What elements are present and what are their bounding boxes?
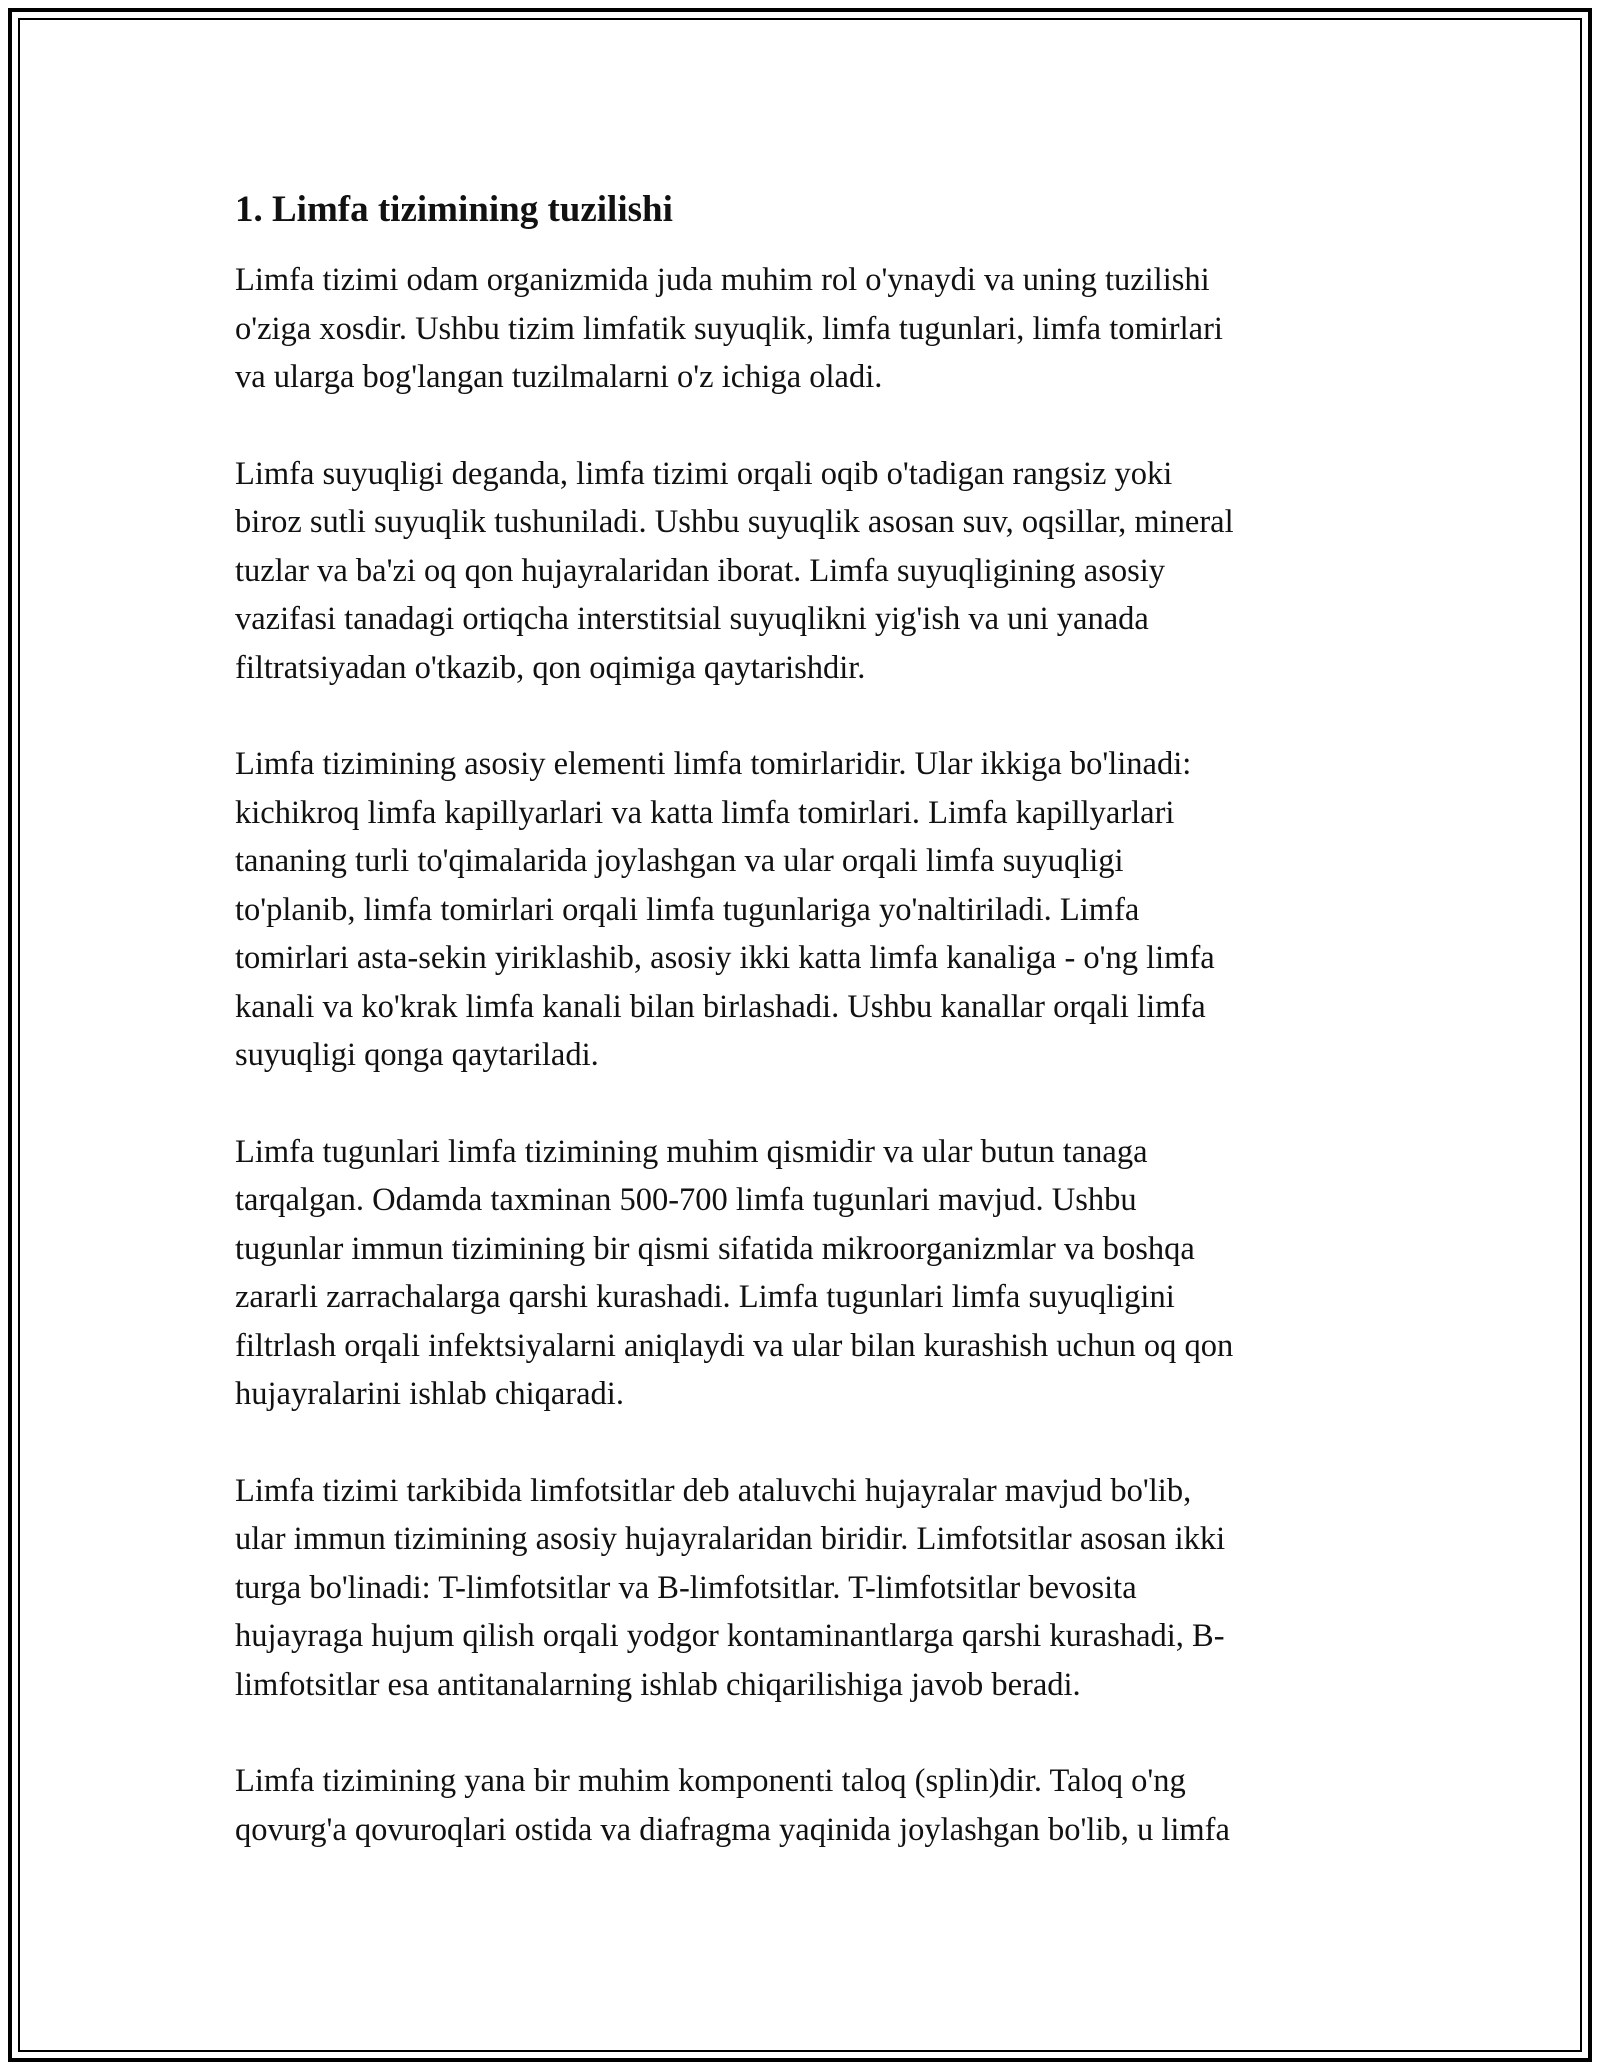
text-line: tananing turli to'qimalarida joylashgan va ular orqali limfa suyuqligi: [235, 843, 1124, 879]
paragraph-spleen: [235, 1757, 1365, 1854]
text-line: tomirlari asta-sekin yiriklashib, asosiy ikki katta limfa kanaliga - o'ng limfa: [235, 940, 1215, 976]
text-line: hujayraga hujum qilish orqali yodgor kontaminantlarga qarshi kurashadi, B-: [235, 1618, 1225, 1654]
text-line: limfotsitlar esa antitanalarning ishlab chiqarilishiga javob beradi.: [235, 1666, 1081, 1703]
paragraph-intro: [235, 256, 1365, 402]
text-line: biroz sutli suyuqlik tushuniladi. Ushbu suyuqlik asosan suv, oqsillar, mineral: [235, 504, 1234, 540]
text-line: Limfa tizimining asosiy elementi limfa tomirlaridir. Ular ikkiga bo'linadi:: [235, 746, 1192, 782]
text-line: Limfa tizimi odam organizmida juda muhim rol o'ynaydi va uning tuzilishi: [235, 262, 1210, 298]
text-line: ular immun tizimining asosiy hujayralaridan biridir. Limfotsitlar asosan ikki: [235, 1521, 1226, 1557]
paragraph-lymph-fluid: [235, 450, 1365, 693]
text-line: Limfa tizimining yana bir muhim komponenti taloq (splin)dir. Taloq o'ng: [235, 1763, 1186, 1799]
paragraph-lymph-vessels: [235, 740, 1365, 1080]
text-line: hujayralarini ishlab chiqaradi.: [235, 1376, 624, 1412]
text-line: qovurg'a qovuroqlari ostida va diafragma yaqinida joylashgan bo'lib, u limfa: [235, 1811, 1230, 1848]
text-line: filtrlash orqali infektsiyalarni aniqlaydi va ular bilan kurashish uchun oq qon: [235, 1327, 1234, 1364]
text-line: tarqalgan. Odamda taxminan 500-700 limfa tugunlari mavjud. Ushbu: [235, 1182, 1137, 1218]
text-line: filtratsiyadan o'tkazib, qon oqimiga qaytarishdir.: [235, 649, 866, 686]
text-line: kichikroq limfa kapillyarlari va katta limfa tomirlari. Limfa kapillyarlari: [235, 794, 1175, 831]
text-line: Limfa suyuqligi deganda, limfa tizimi orqali oqib o'tadigan rangsiz yoki: [235, 455, 1173, 492]
text-line: Limfa tugunlari limfa tizimining muhim qismidir va ular butun tanaga: [235, 1133, 1148, 1170]
text-line: kanali va ko'krak limfa kanali bilan birlashadi. Ushbu kanallar orqali limfa: [235, 988, 1206, 1025]
paragraph-lymph-nodes: [235, 1128, 1365, 1419]
text-line: turga bo'linadi: T-limfotsitlar va B-limfotsitlar. T-limfotsitlar bevosita: [235, 1569, 1137, 1606]
text-line: Limfa tizimi tarkibida limfotsitlar deb ataluvchi hujayralar mavjud bo'lib,: [235, 1472, 1192, 1509]
text-line: va ularga bog'langan tuzilmalarni o'z ichiga oladi.: [235, 359, 883, 395]
document-body: [235, 186, 1365, 1902]
text-line: vazifasi tanadagi ortiqcha interstitsial suyuqlikni yig'ish va uni yanada: [235, 601, 1149, 637]
section-heading: 1. Limfa tizimining tuzilishi: [235, 189, 673, 230]
text-line: suyuqligi qonga qaytariladi.: [235, 1037, 599, 1073]
text-line: o'ziga xosdir. Ushbu tizim limfatik suyuqlik, limfa tugunlari, limfa tomirlari: [235, 310, 1223, 347]
text-line: to'planib, limfa tomirlari orqali limfa tugunlariga yo'naltiriladi. Limfa: [235, 891, 1140, 928]
paragraph-lymphocytes: [235, 1467, 1365, 1710]
text-line: tuzlar va ba'zi oq qon hujayralaridan iborat. Limfa suyuqligining asosiy: [235, 552, 1166, 589]
text-line: tugunlar immun tizimining bir qismi sifatida mikroorganizmlar va boshqa: [235, 1230, 1195, 1267]
text-line: zararli zarrachalarga qarshi kurashadi. Limfa tugunlari limfa suyuqligini: [235, 1279, 1175, 1315]
